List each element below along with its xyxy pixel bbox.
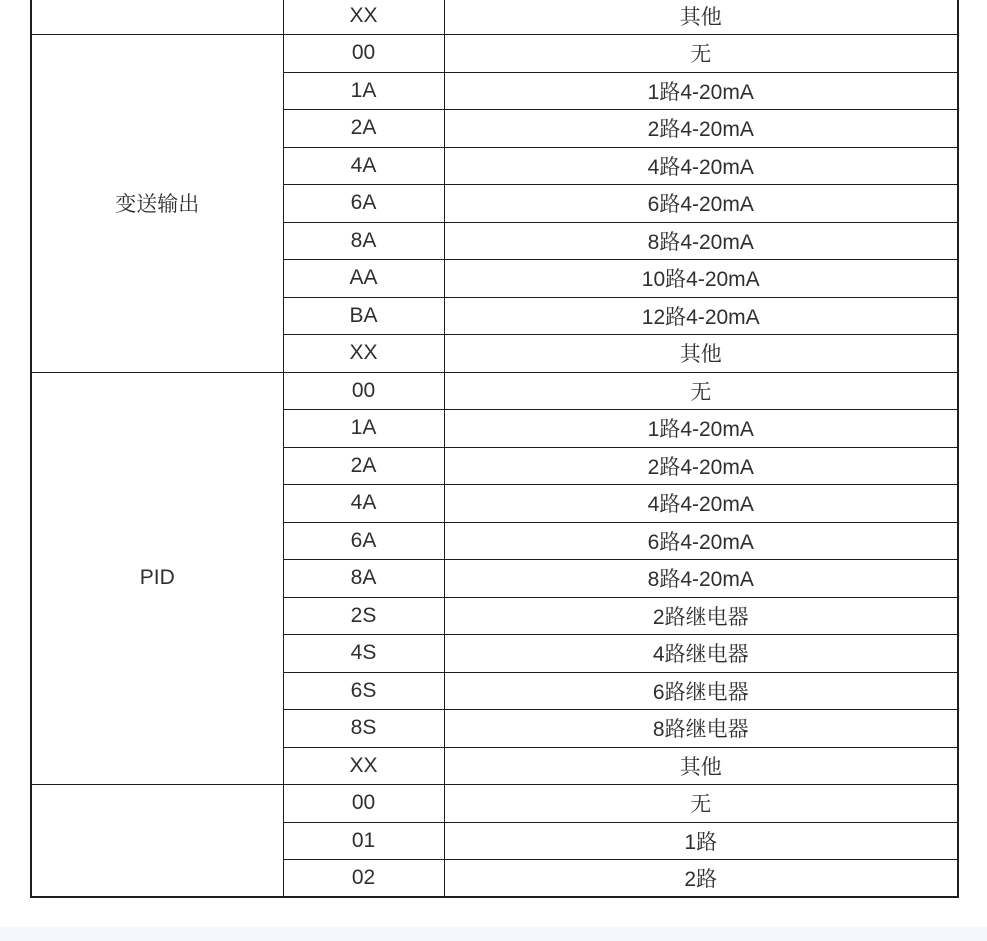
code-cell: BA <box>283 297 444 335</box>
code-cell: 2A <box>283 110 444 148</box>
table-row <box>31 0 958 35</box>
description-cell: 1路4-20mA <box>444 410 958 448</box>
description-cell: 10路4-20mA <box>444 260 958 298</box>
description-cell: 8路4-20mA <box>444 560 958 598</box>
code-cell: 1A <box>283 72 444 110</box>
description-cell: 4路继电器 <box>444 635 958 673</box>
description-cell: 2路 <box>444 860 958 898</box>
description-cell: 8路继电器 <box>444 710 958 748</box>
code-cell: 4S <box>283 635 444 673</box>
description-cell: 1路4-20mA <box>444 72 958 110</box>
description-cell: 2路4-20mA <box>444 447 958 485</box>
code-cell: 00 <box>283 785 444 823</box>
description-cell: 2路4-20mA <box>444 110 958 148</box>
description-cell: 12路4-20mA <box>444 297 958 335</box>
group-label-cell <box>31 0 283 35</box>
code-cell: 6A <box>283 522 444 560</box>
code-cell: XX <box>283 335 444 373</box>
code-cell: 8S <box>283 710 444 748</box>
code-cell: 4A <box>283 485 444 523</box>
description-cell: 4路4-20mA <box>444 485 958 523</box>
code-cell: 8A <box>283 560 444 598</box>
code-cell: 2S <box>283 597 444 635</box>
description-cell: 无 <box>444 35 958 73</box>
code-cell: XX <box>283 0 444 35</box>
description-cell: 6路继电器 <box>444 672 958 710</box>
description-cell: 其他 <box>444 0 958 35</box>
code-cell: 00 <box>283 35 444 73</box>
code-cell: 00 <box>283 372 444 410</box>
description-cell: 4路4-20mA <box>444 147 958 185</box>
code-cell: 1A <box>283 410 444 448</box>
description-cell: 2路继电器 <box>444 597 958 635</box>
description-cell: 8路4-20mA <box>444 222 958 260</box>
code-cell: 01 <box>283 822 444 860</box>
code-cell: 6A <box>283 185 444 223</box>
code-cell: 6S <box>283 672 444 710</box>
code-cell: 02 <box>283 860 444 898</box>
group-label-cell <box>31 785 283 898</box>
code-cell: 8A <box>283 222 444 260</box>
description-cell: 6路4-20mA <box>444 522 958 560</box>
description-cell: 无 <box>444 785 958 823</box>
ordering-code-table <box>30 0 959 898</box>
code-cell: 2A <box>283 447 444 485</box>
table-row <box>31 35 958 73</box>
table-row <box>31 785 958 823</box>
table-row <box>31 372 958 410</box>
description-cell: 其他 <box>444 335 958 373</box>
description-cell: 其他 <box>444 747 958 785</box>
bottom-page-strip <box>0 927 987 941</box>
code-cell: XX <box>283 747 444 785</box>
group-label-cell: PID <box>31 372 283 785</box>
product-code-table <box>30 0 959 898</box>
description-cell: 1路 <box>444 822 958 860</box>
group-label-cell: 变送输出 <box>31 35 283 373</box>
description-cell: 6路4-20mA <box>444 185 958 223</box>
code-cell: AA <box>283 260 444 298</box>
description-cell: 无 <box>444 372 958 410</box>
code-cell: 4A <box>283 147 444 185</box>
